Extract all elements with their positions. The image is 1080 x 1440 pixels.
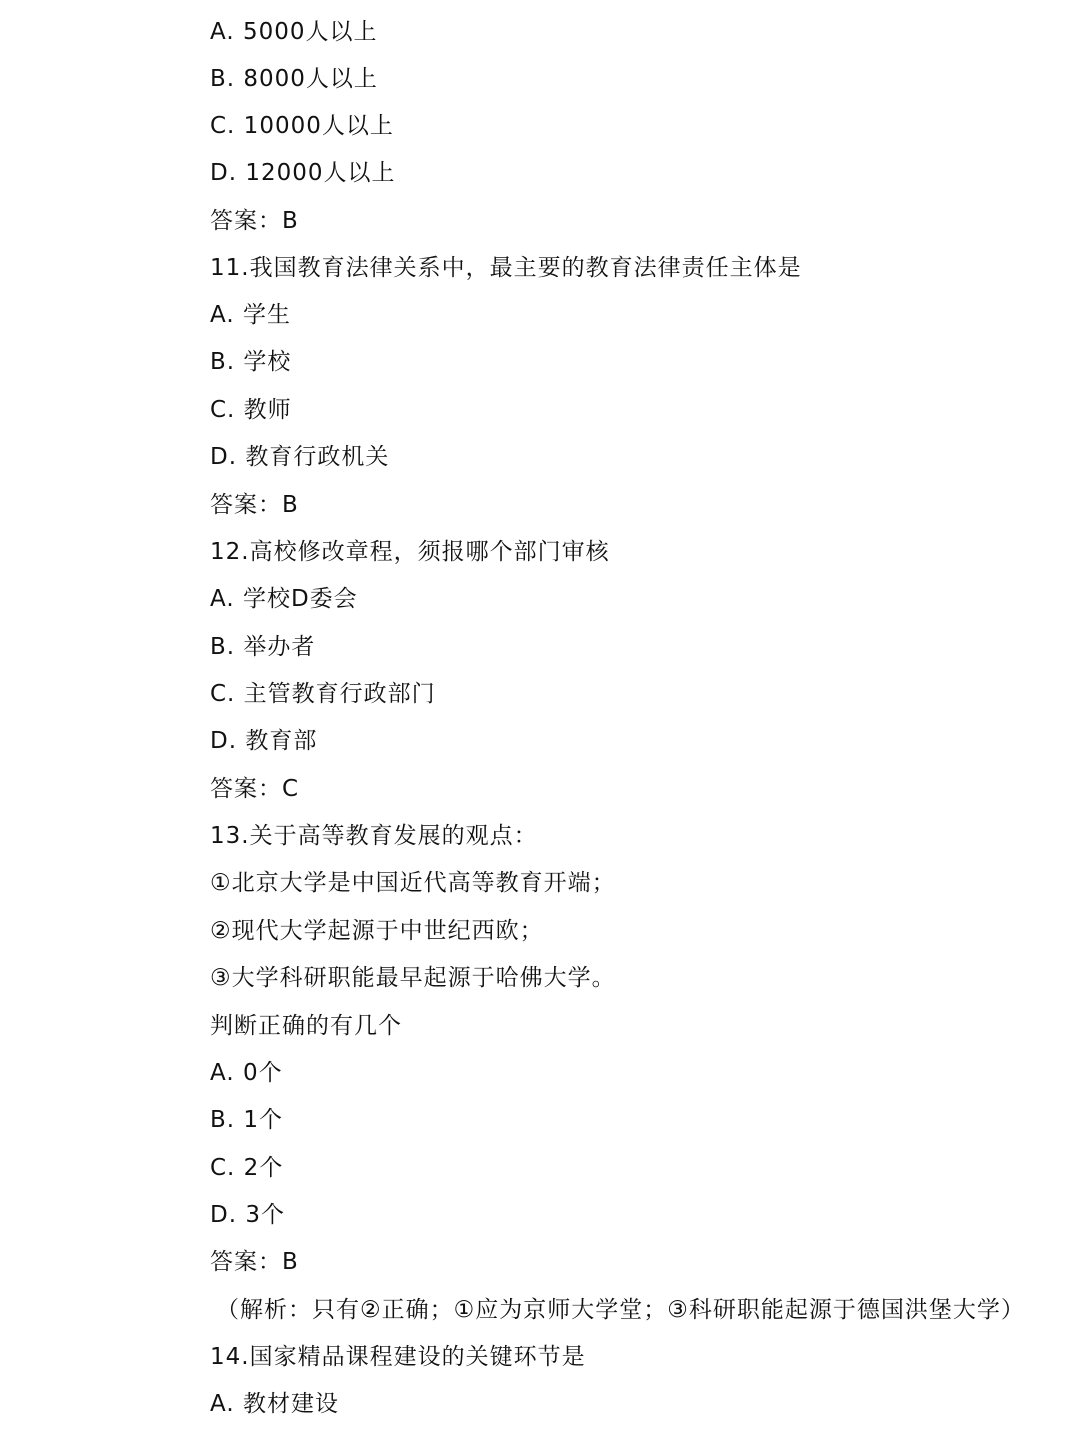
option-c-q10: C. 10000人以上 bbox=[210, 113, 394, 139]
option-b-q13: B. 1个 bbox=[210, 1107, 284, 1133]
option-d-q12: D. 教育部 bbox=[210, 728, 318, 754]
prompt-q13: 判断正确的有几个 bbox=[210, 1013, 402, 1039]
option-b-q12: B. 举办者 bbox=[210, 634, 316, 660]
option-b-q11: B. 学校 bbox=[210, 349, 292, 375]
question-12: 12.高校修改章程，须报哪个部门审核 bbox=[210, 539, 610, 565]
statement-1-q13: ①北京大学是中国近代高等教育开端； bbox=[210, 870, 616, 896]
answer-q12: 答案：C bbox=[210, 776, 300, 802]
answer-q11: 答案：B bbox=[210, 492, 299, 518]
option-d-q13: D. 3个 bbox=[210, 1202, 285, 1228]
option-a-q10: A. 5000人以上 bbox=[210, 19, 378, 45]
answer-q13: 答案：B bbox=[210, 1249, 299, 1275]
answer-q10: 答案：B bbox=[210, 208, 299, 234]
option-c-q13: C. 2个 bbox=[210, 1155, 284, 1181]
option-d-q11: D. 教育行政机关 bbox=[210, 444, 390, 470]
statement-2-q13: ②现代大学起源于中世纪西欧； bbox=[210, 918, 544, 944]
option-c-q11: C. 教师 bbox=[210, 397, 292, 423]
option-a-q11: A. 学生 bbox=[210, 302, 291, 328]
option-c-q12: C. 主管教育行政部门 bbox=[210, 681, 436, 707]
option-b-q10: B. 8000人以上 bbox=[210, 66, 378, 92]
question-14: 14.国家精品课程建设的关键环节是 bbox=[210, 1344, 586, 1370]
question-13: 13.关于高等教育发展的观点： bbox=[210, 823, 538, 849]
option-a-q12: A. 学校D委会 bbox=[210, 586, 358, 612]
statement-3-q13: ③大学科研职能最早起源于哈佛大学。 bbox=[210, 965, 616, 991]
question-11: 11.我国教育法律关系中，最主要的教育法律责任主体是 bbox=[210, 255, 802, 281]
option-a-q13: A. 0个 bbox=[210, 1060, 283, 1086]
explanation-q13: （解析：只有②正确；①应为京师大学堂；③科研职能起源于德国洪堡大学） bbox=[216, 1297, 1025, 1323]
option-d-q10: D. 12000人以上 bbox=[210, 160, 396, 186]
option-a-q14: A. 教材建设 bbox=[210, 1391, 339, 1417]
